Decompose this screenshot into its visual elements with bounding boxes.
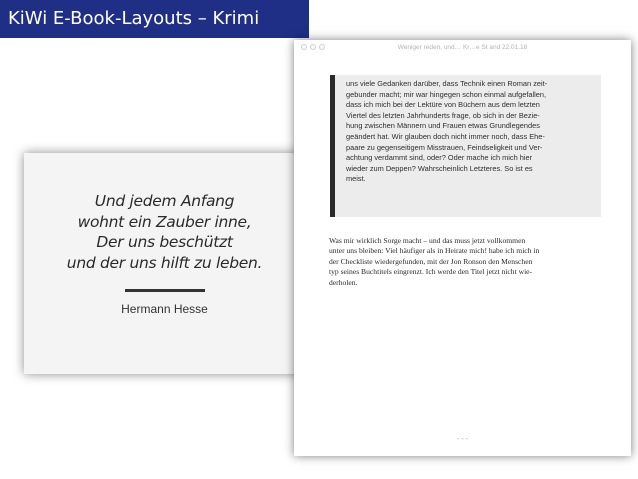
quote-divider: [125, 289, 205, 292]
excerpt-line: hung zwischen Männern und Frauen etwas Grundlegendes: [346, 121, 540, 131]
body-line: Was mir wirklich Sorge macht – und das muss jetzt vollkommen: [329, 236, 526, 245]
quote-line: und der uns hilft zu leben.: [66, 253, 263, 272]
excerpt-line: uns viele Gedanken darüber, dass Technik einen Roman zeit-: [346, 79, 548, 88]
excerpt-text: [346, 79, 596, 185]
excerpt-line: geändert hat. Wir glauben doch nicht immer noch, dass Ehe-: [346, 131, 545, 141]
reader-window: [294, 40, 631, 456]
excerpt-line: dass ich mich bei der Lektüre von Büchern aus dem letzten: [346, 100, 540, 110]
quote-card: [24, 153, 305, 374]
body-line: derholen.: [329, 277, 358, 287]
quote-author: Hermann Hesse: [121, 302, 208, 316]
excerpt-line: gebunder macht; mir war hingegen schon einmal aufgefallen,: [346, 89, 547, 99]
excerpt-line: paare zu gegenseitigem Misstrauen, Feindseligkeit und Ver-: [346, 142, 543, 152]
slide-title: KiWi E-Book-Layouts – Krimi: [0, 0, 309, 38]
excerpt-line: meist.: [346, 174, 366, 184]
body-line: der Checkliste wiedergefunden, mit der Jon Ronson den Menschen: [329, 256, 533, 266]
excerpt-box: [330, 75, 601, 217]
body-line: typ seines Buchtitels eingrenzt. Ich werde den Titel jetzt nicht wie-: [329, 267, 533, 277]
quote-line: Der uns beschützt: [96, 233, 233, 251]
window-titlebar: [294, 40, 631, 56]
quote-line: wohnt ein Zauber inne,: [77, 212, 252, 231]
quote-text: [24, 191, 305, 273]
excerpt-line: wieder zum Deppen? Wahrscheinlich Letzteres. So ist es: [346, 163, 533, 173]
body-paragraph: [329, 236, 609, 288]
page-marker: - - -: [457, 436, 468, 443]
quote-line: Und jedem Anfang: [94, 192, 235, 210]
excerpt-accent-bar: [330, 75, 335, 217]
excerpt-line: Viertel des letzten Jahrhunderts frage, ob sich in der Bezie-: [346, 110, 540, 120]
excerpt-line: achtung verdammt sind, oder? Oder mache ich mich hier: [346, 153, 533, 163]
body-line: unter uns bleiben: Viel häufiger als in Heirate mich! habe ich mich in: [329, 246, 540, 256]
window-title: Weniger reden, und… Kr…e St and 22.01.18: [397, 44, 528, 51]
